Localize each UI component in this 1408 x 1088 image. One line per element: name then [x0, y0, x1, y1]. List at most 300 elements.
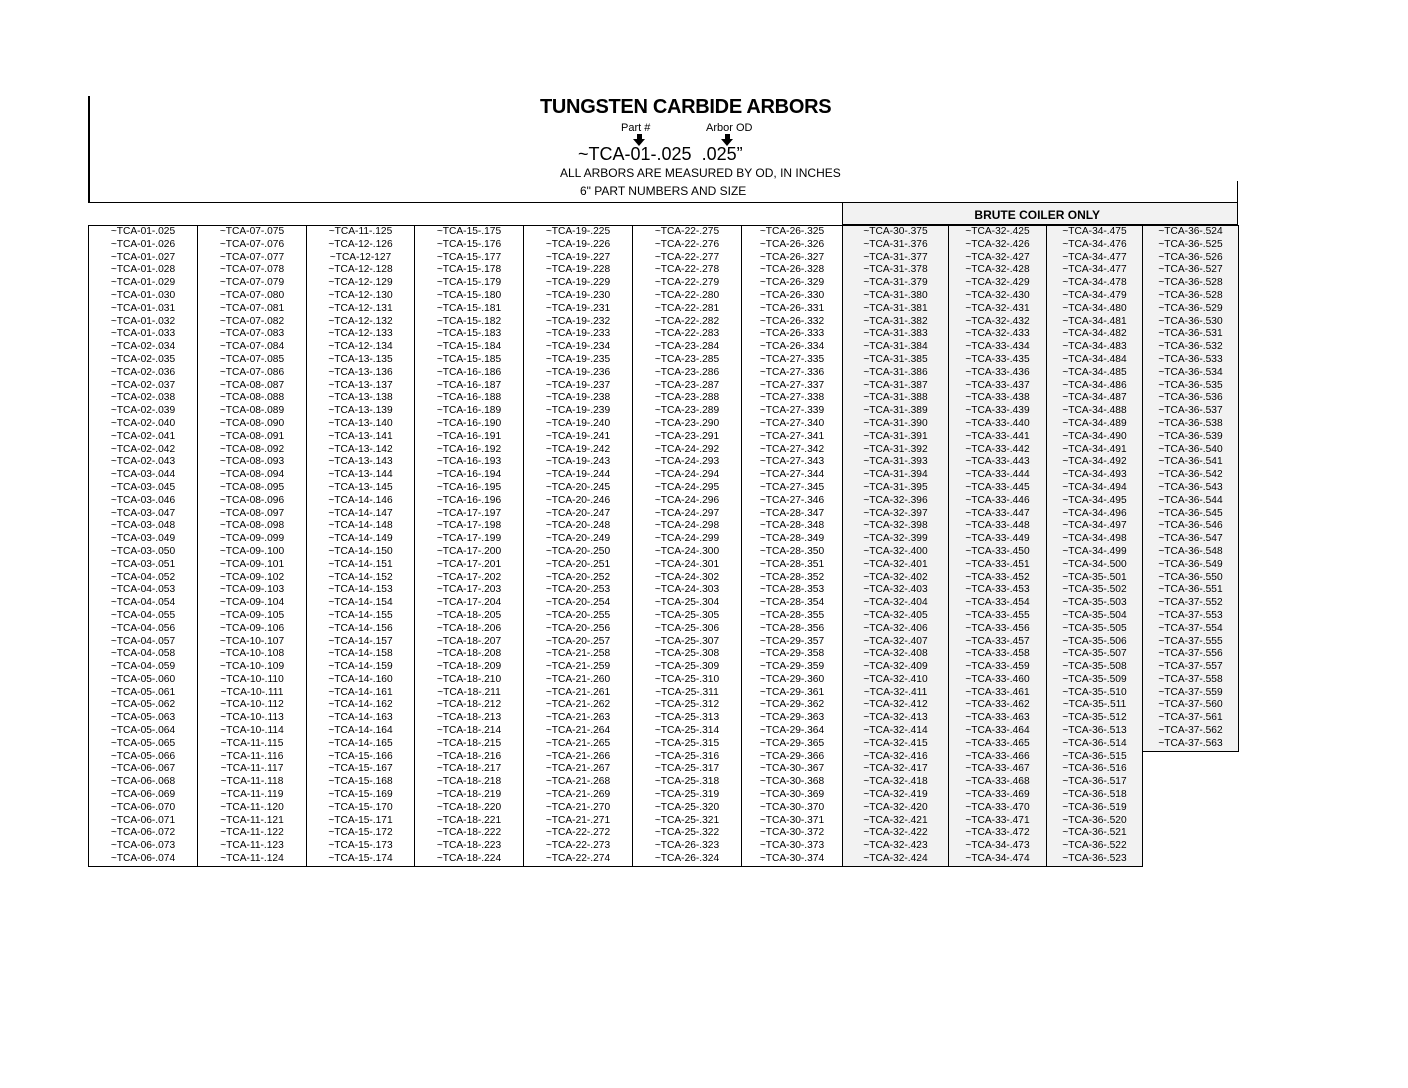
- part-number-cell: ~TCA-03-.046: [110, 494, 176, 506]
- part-number-cell: ~TCA-34-.492: [1062, 456, 1127, 468]
- part-number-cell: ~TCA-33-.468: [965, 776, 1030, 788]
- part-number-cell: ~TCA-14-.149: [328, 533, 393, 545]
- part-number-cell: ~TCA-27-.337: [759, 379, 825, 391]
- part-number-cell: ~TCA-36-.514: [1062, 737, 1127, 749]
- part-number-cell: ~TCA-36-.525: [1158, 238, 1223, 250]
- part-number-cell: ~TCA-07-.080: [219, 289, 285, 301]
- part-number-cell: ~TCA-15-.181: [436, 302, 502, 314]
- brute-part-column: [948, 225, 1047, 867]
- part-number-cell: ~TCA-30-.373: [759, 840, 825, 852]
- part-number-cell: ~TCA-22-.275: [654, 226, 720, 237]
- part-number-cell: ~TCA-13-.138: [328, 392, 393, 404]
- part-number-cell: ~TCA-33-.447: [965, 507, 1030, 519]
- part-number-cell: ~TCA-02-.041: [110, 430, 176, 442]
- part-number-cell: ~TCA-36-.528: [1158, 277, 1223, 289]
- part-column: [88, 225, 198, 867]
- part-number-cell: ~TCA-10-.113: [220, 712, 284, 724]
- part-number-cell: ~TCA-18-.219: [436, 789, 502, 801]
- part-number-cell: ~TCA-29-.363: [759, 712, 825, 724]
- part-number-cell: ~TCA-22-.277: [654, 251, 720, 263]
- arbor-od-caption: Arbor OD: [706, 122, 753, 134]
- part-number-cell: ~TCA-11-.121: [220, 814, 284, 826]
- part-number-cell: ~TCA-22-.274: [545, 853, 611, 865]
- part-number-cell: ~TCA-28-.350: [759, 545, 825, 557]
- part-number-cell: ~TCA-36-.522: [1062, 840, 1127, 852]
- part-number-cell: ~TCA-31-.380: [863, 289, 928, 301]
- part-number-cell: ~TCA-19-.239: [545, 405, 611, 417]
- part-number-cell: ~TCA-33-.457: [965, 635, 1030, 647]
- part-number-cell: ~TCA-32-.424: [863, 853, 928, 865]
- part-number-cell: ~TCA-20-.254: [545, 597, 611, 609]
- part-number-cell: ~TCA-33-.449: [965, 533, 1030, 545]
- part-number-cell: ~TCA-01-.025: [110, 226, 176, 237]
- part-number-cell: ~TCA-07-.082: [219, 315, 285, 327]
- part-number-cell: ~TCA-19-.226: [545, 238, 611, 250]
- part-number-cell: ~TCA-31-.393: [863, 456, 928, 468]
- part-number-cell: ~TCA-34-.485: [1062, 366, 1127, 378]
- part-number-cell: ~TCA-36-.534: [1158, 366, 1223, 378]
- part-number-cell: ~TCA-13-.144: [328, 469, 393, 481]
- part-number-cell: ~TCA-31-.382: [863, 315, 928, 327]
- part-number-cell: ~TCA-20-.248: [545, 520, 611, 532]
- part-number-cell: ~TCA-37-.563: [1158, 737, 1223, 749]
- part-number-cell: ~TCA-21-.265: [545, 737, 611, 749]
- part-number-cell: ~TCA-31-.384: [863, 341, 928, 353]
- part-column: [632, 225, 742, 867]
- part-number-cell: ~TCA-36-.550: [1158, 571, 1223, 583]
- part-number-cell: ~TCA-15-.170: [328, 801, 393, 813]
- part-number-cell: ~TCA-34-.480: [1062, 302, 1127, 314]
- part-number-cell: ~TCA-33-.438: [965, 392, 1030, 404]
- part-number-cell: ~TCA-16-.193: [436, 456, 502, 468]
- part-number-cell: ~TCA-32-.431: [965, 302, 1030, 314]
- part-number-cell: ~TCA-36-.544: [1158, 494, 1223, 506]
- part-number-cell: ~TCA-14-.165: [328, 737, 393, 749]
- part-number-cell: ~TCA-34-.491: [1062, 443, 1127, 455]
- part-number-cell: ~TCA-13-.141: [328, 430, 393, 442]
- part-number-cell: ~TCA-03-.049: [110, 533, 176, 545]
- part-number-cell: ~TCA-04-.053: [110, 584, 176, 596]
- part-number-cell: ~TCA-33-.469: [965, 789, 1030, 801]
- part-number-cell: ~TCA-22-.280: [654, 289, 720, 301]
- part-number-cell: ~TCA-36-.543: [1158, 481, 1223, 493]
- part-number-cell: ~TCA-33-.461: [965, 686, 1030, 698]
- part-number-cell: ~TCA-36-.529: [1158, 302, 1223, 314]
- part-number-cell: ~TCA-33-.440: [965, 417, 1030, 429]
- part-number-cell: ~TCA-32-.410: [863, 673, 928, 685]
- part-number-cell: ~TCA-12-127: [329, 251, 392, 263]
- part-number-cell: ~TCA-25-.318: [654, 776, 720, 788]
- part-number-cell: ~TCA-16-.186: [436, 366, 502, 378]
- part-column: [523, 225, 633, 867]
- part-number-cell: ~TCA-24-.296: [654, 494, 720, 506]
- part-number-cell: ~TCA-19-.230: [545, 289, 611, 301]
- part-number-cell: ~TCA-24-.300: [654, 545, 720, 557]
- part-number-cell: ~TCA-08-.093: [219, 456, 285, 468]
- part-number-cell: ~TCA-17-.201: [436, 558, 502, 570]
- part-number-cell: ~TCA-06-.069: [110, 789, 176, 801]
- part-number-cell: ~TCA-23-.288: [654, 392, 720, 404]
- part-number-cell: ~TCA-08-.092: [219, 443, 285, 455]
- part-number-cell: ~TCA-32-.408: [863, 648, 928, 660]
- part-number-cell: ~TCA-02-.034: [110, 341, 176, 353]
- part-number-cell: ~TCA-36-.516: [1062, 763, 1127, 775]
- part-number-cell: ~TCA-24-.303: [654, 584, 720, 596]
- part-number-cell: ~TCA-30-.367: [759, 763, 825, 775]
- part-number-cell: ~TCA-21-.268: [545, 776, 611, 788]
- part-number-cell: ~TCA-31-.379: [863, 277, 928, 289]
- part-number-cell: ~TCA-07-.078: [219, 264, 285, 276]
- part-number-cell: ~TCA-32-.420: [863, 801, 928, 813]
- part-number-cell: ~TCA-28-.348: [759, 520, 825, 532]
- part-number-cell: ~TCA-08-.095: [219, 481, 285, 493]
- part-number-cell: ~TCA-36-.551: [1158, 584, 1223, 596]
- part-number-cell: ~TCA-32-.411: [863, 686, 928, 698]
- part-number-cell: ~TCA-12-.134: [328, 341, 393, 353]
- part-number-cell: ~TCA-13-.143: [328, 456, 393, 468]
- part-column: [414, 225, 524, 867]
- part-number-cell: ~TCA-34-.499: [1062, 545, 1127, 557]
- part-number-cell: ~TCA-35-.501: [1062, 571, 1127, 583]
- part-number-cell: ~TCA-08-.096: [219, 494, 285, 506]
- part-number-cell: ~TCA-09-.101: [219, 558, 285, 570]
- part-number-cell: ~TCA-02-.043: [110, 456, 176, 468]
- part-number-cell: ~TCA-01-.028: [110, 264, 176, 276]
- part-number-cell: ~TCA-34-.496: [1062, 507, 1127, 519]
- part-number-cell: ~TCA-36-.526: [1158, 251, 1223, 263]
- part-number-cell: ~TCA-27-.340: [759, 417, 825, 429]
- part-number-cell: ~TCA-20-.255: [545, 609, 611, 621]
- part-number-cell: ~TCA-28-.352: [759, 571, 825, 583]
- part-number-cell: ~TCA-33-.471: [965, 814, 1030, 826]
- part-number-cell: ~TCA-07-.085: [219, 353, 285, 365]
- part-number-cell: ~TCA-36-.530: [1158, 315, 1223, 327]
- part-number-cell: ~TCA-33-.454: [965, 597, 1030, 609]
- part-number-cell: ~TCA-25-.319: [654, 789, 720, 801]
- part-number-cell: ~TCA-24-.294: [654, 469, 720, 481]
- part-number-cell: ~TCA-35-.510: [1062, 686, 1127, 698]
- part-number-cell: ~TCA-01-.033: [110, 328, 176, 340]
- part-number-cell: ~TCA-29-.364: [759, 725, 825, 737]
- part-number-cell: ~TCA-31-.386: [863, 366, 928, 378]
- part-number-cell: ~TCA-21-.260: [545, 673, 611, 685]
- part-number-cell: ~TCA-27-.346: [759, 494, 825, 506]
- part-number-cell: ~TCA-26-.326: [759, 238, 825, 250]
- part-number-cell: ~TCA-10-.107: [219, 635, 285, 647]
- part-number-cell: ~TCA-15-.172: [328, 827, 393, 839]
- part-number-cell: ~TCA-24-.292: [654, 443, 720, 455]
- part-number-cell: ~TCA-36-.542: [1158, 469, 1223, 481]
- part-number-cell: ~TCA-31-.394: [863, 469, 928, 481]
- part-number-cell: ~TCA-32-.400: [863, 545, 928, 557]
- part-number-cell: ~TCA-36-.541: [1158, 456, 1223, 468]
- part-number-cell: ~TCA-02-.036: [110, 366, 176, 378]
- part-number-cell: ~TCA-20-.247: [545, 507, 611, 519]
- part-number-cell: ~TCA-27-.343: [759, 456, 825, 468]
- part-number-cell: ~TCA-13-.136: [328, 366, 393, 378]
- part-number-cell: ~TCA-18-.212: [436, 699, 502, 711]
- part-number-caption: Part #: [621, 122, 651, 134]
- part-number-cell: ~TCA-34-.481: [1062, 315, 1127, 327]
- part-number-cell: ~TCA-32-.432: [965, 315, 1030, 327]
- part-number-cell: ~TCA-20-.245: [545, 481, 611, 493]
- part-number-cell: ~TCA-34-.486: [1062, 379, 1127, 391]
- part-number-cell: ~TCA-27-.342: [759, 443, 825, 455]
- part-number-cell: ~TCA-33-.441: [965, 430, 1030, 442]
- part-number-cell: ~TCA-15-.178: [436, 264, 502, 276]
- part-number-cell: ~TCA-36-.536: [1158, 392, 1223, 404]
- part-number-cell: ~TCA-33-.434: [965, 341, 1030, 353]
- part-number-cell: ~TCA-27-.336: [759, 366, 825, 378]
- part-number-cell: ~TCA-32-.405: [863, 609, 928, 621]
- part-number-cell: ~TCA-34-.482: [1062, 328, 1127, 340]
- part-number-cell: ~TCA-31-.376: [863, 238, 928, 250]
- part-number-cell: ~TCA-33-.464: [965, 725, 1030, 737]
- part-number-cell: ~TCA-25-.305: [654, 609, 720, 621]
- part-number-cell: ~TCA-22-.273: [545, 840, 611, 852]
- part-number-cell: ~TCA-07-.076: [219, 238, 285, 250]
- part-number-cell: ~TCA-14-.164: [328, 725, 393, 737]
- part-number-cell: ~TCA-15-.182: [436, 315, 502, 327]
- part-number-cell: ~TCA-19-.236: [545, 366, 611, 378]
- part-number-cell: ~TCA-25-.308: [654, 648, 720, 660]
- part-number-cell: ~TCA-10-.108: [219, 648, 285, 660]
- part-number-cell: ~TCA-34-.500: [1062, 558, 1127, 570]
- part-number-cell: ~TCA-23-.290: [654, 417, 720, 429]
- part-number-cell: ~TCA-05-.066: [110, 750, 176, 762]
- part-number-cell: ~TCA-31-.391: [863, 430, 928, 442]
- part-number-cell: ~TCA-34-.490: [1062, 430, 1127, 442]
- part-number-cell: ~TCA-11-.115: [220, 737, 284, 749]
- part-number-cell: ~TCA-32-.409: [863, 661, 928, 673]
- part-number-cell: ~TCA-36-.527: [1158, 264, 1223, 276]
- right-border-rule: [1237, 181, 1238, 203]
- part-number-cell: ~TCA-05-.065: [110, 737, 176, 749]
- part-number-cell: ~TCA-32-.401: [863, 558, 928, 570]
- part-number-cell: ~TCA-32-.416: [863, 750, 928, 762]
- part-number-cell: ~TCA-11-.118: [220, 776, 284, 788]
- part-number-cell: ~TCA-17-.197: [436, 507, 502, 519]
- part-number-cell: ~TCA-25-.315: [654, 737, 720, 749]
- part-number-cell: ~TCA-34-.479: [1062, 289, 1127, 301]
- part-number-cell: ~TCA-20-.257: [545, 635, 611, 647]
- part-number-cell: ~TCA-30-.375: [863, 226, 928, 237]
- part-number-cell: ~TCA-32-.397: [863, 507, 928, 519]
- part-number-cell: ~TCA-37-.557: [1158, 661, 1223, 673]
- part-number-cell: ~TCA-26-.324: [654, 853, 720, 865]
- part-number-cell: ~TCA-12-.130: [328, 289, 393, 301]
- part-number-cell: ~TCA-26-.330: [759, 289, 825, 301]
- part-number-cell: ~TCA-07-.075: [219, 226, 285, 237]
- part-number-cell: ~TCA-24-.293: [654, 456, 720, 468]
- part-number-cell: ~TCA-35-.505: [1062, 622, 1127, 634]
- part-number-cell: ~TCA-12-.131: [328, 302, 393, 314]
- part-number-cell: ~TCA-03-.044: [110, 469, 176, 481]
- part-number-cell: ~TCA-14-.160: [328, 673, 393, 685]
- part-number-cell: ~TCA-19-.234: [545, 341, 611, 353]
- part-number-cell: ~TCA-01-.029: [110, 277, 176, 289]
- part-number-cell: ~TCA-32-.398: [863, 520, 928, 532]
- part-number-cell: ~TCA-18-.208: [436, 648, 502, 660]
- part-number-cell: ~TCA-03-.045: [110, 481, 176, 493]
- part-number-cell: ~TCA-19-.233: [545, 328, 611, 340]
- part-number-cell: ~TCA-11-.116: [220, 750, 284, 762]
- part-number-cell: ~TCA-10-.111: [220, 686, 284, 698]
- part-number-cell: ~TCA-08-.094: [219, 469, 285, 481]
- part-number-cell: ~TCA-31-.383: [863, 328, 928, 340]
- part-number-cell: ~TCA-16-.192: [436, 443, 502, 455]
- part-number-cell: ~TCA-16-.196: [436, 494, 502, 506]
- part-number-cell: ~TCA-34-.478: [1062, 277, 1127, 289]
- part-number-cell: ~TCA-26-.333: [759, 328, 825, 340]
- part-number-cell: ~TCA-33-.462: [965, 699, 1030, 711]
- part-number-cell: ~TCA-02-.042: [110, 443, 176, 455]
- part-number-cell: ~TCA-19-.243: [545, 456, 611, 468]
- part-number-cell: ~TCA-14-.157: [328, 635, 393, 647]
- part-number-cell: ~TCA-19-.242: [545, 443, 611, 455]
- part-number-cell: ~TCA-35-.502: [1062, 584, 1127, 596]
- part-number-cell: ~TCA-13-.142: [328, 443, 393, 455]
- part-number-cell: ~TCA-13-.139: [328, 405, 393, 417]
- part-number-cell: ~TCA-02-.039: [110, 405, 176, 417]
- part-number-cell: ~TCA-11-.124: [220, 853, 284, 865]
- part-number-cell: ~TCA-35-.504: [1062, 609, 1127, 621]
- part-number-cell: ~TCA-15-.185: [436, 353, 502, 365]
- part-number-cell: ~TCA-19-.235: [545, 353, 611, 365]
- part-number-cell: ~TCA-33-.446: [965, 494, 1030, 506]
- part-number-cell: ~TCA-33-.459: [965, 661, 1030, 673]
- part-number-cell: ~TCA-23-.291: [654, 430, 720, 442]
- part-number-cell: ~TCA-25-.321: [654, 814, 720, 826]
- part-number-cell: ~TCA-31-.378: [863, 264, 928, 276]
- brute-coiler-label: BRUTE COILER ONLY: [974, 208, 1100, 222]
- part-number-cell: ~TCA-04-.059: [110, 661, 176, 673]
- part-number-cell: ~TCA-26-.332: [759, 315, 825, 327]
- part-number-cell: ~TCA-19-.244: [545, 469, 611, 481]
- part-number-cell: ~TCA-18-.213: [436, 712, 502, 724]
- part-number-cell: ~TCA-33-.472: [965, 827, 1030, 839]
- part-number-cell: ~TCA-35-.507: [1062, 648, 1127, 660]
- part-number-cell: ~TCA-34-.477: [1062, 264, 1127, 276]
- part-number-cell: ~TCA-23-.287: [654, 379, 720, 391]
- part-number-cell: ~TCA-32-.422: [863, 827, 928, 839]
- part-number-cell: ~TCA-06-.073: [110, 840, 176, 852]
- part-number-cell: ~TCA-05-.061: [110, 686, 176, 698]
- part-number-cell: ~TCA-27-.339: [759, 405, 825, 417]
- part-number-cell: ~TCA-32-.433: [965, 328, 1030, 340]
- part-number-cell: ~TCA-10-.112: [220, 699, 284, 711]
- part-number-cell: ~TCA-19-.237: [545, 379, 611, 391]
- part-number-cell: ~TCA-34-.495: [1062, 494, 1127, 506]
- part-number-cell: ~TCA-01-.031: [110, 302, 176, 314]
- part-number-cell: ~TCA-34-.476: [1062, 238, 1127, 250]
- part-number-cell: ~TCA-34-.488: [1062, 405, 1127, 417]
- part-number-cell: ~TCA-34-.474: [965, 853, 1030, 865]
- part-number-cell: ~TCA-21-.266: [545, 750, 611, 762]
- part-number-cell: ~TCA-06-.071: [110, 814, 176, 826]
- part-number-cell: ~TCA-18-.222: [436, 827, 502, 839]
- part-number-cell: ~TCA-18-.223: [436, 840, 502, 852]
- part-number-cell: ~TCA-22-.276: [654, 238, 720, 250]
- part-number-cell: ~TCA-29-.361: [759, 686, 825, 698]
- part-number-cell: ~TCA-07-.086: [219, 366, 285, 378]
- part-number-cell: ~TCA-32-.403: [863, 584, 928, 596]
- part-number-cell: ~TCA-14-.148: [328, 520, 393, 532]
- part-number-cell: ~TCA-16-.188: [436, 392, 502, 404]
- part-number-cell: ~TCA-36-.549: [1158, 558, 1223, 570]
- part-number-cell: ~TCA-36-.546: [1158, 520, 1223, 532]
- part-number-cell: ~TCA-24-.297: [654, 507, 720, 519]
- part-number-cell: ~TCA-06-.070: [110, 801, 176, 813]
- part-number-cell: ~TCA-22-.282: [654, 315, 720, 327]
- part-number-cell: ~TCA-06-.074: [110, 853, 176, 865]
- part-number-cell: ~TCA-32-.402: [863, 571, 928, 583]
- part-number-cell: ~TCA-32-.429: [965, 277, 1030, 289]
- part-number-cell: ~TCA-34-.473: [965, 840, 1030, 852]
- part-number-cell: ~TCA-26-.329: [759, 277, 825, 289]
- part-number-cell: ~TCA-27-.338: [759, 392, 825, 404]
- part-number-cell: ~TCA-32-.423: [863, 840, 928, 852]
- part-number-cell: ~TCA-37-.552: [1158, 597, 1223, 609]
- part-number-cell: ~TCA-31-.385: [863, 353, 928, 365]
- part-number-cell: ~TCA-11-.122: [220, 827, 284, 839]
- part-number-cell: ~TCA-13-.137: [328, 379, 393, 391]
- part-number-cell: ~TCA-36-.548: [1158, 545, 1223, 557]
- part-number-cell: ~TCA-17-.199: [436, 533, 502, 545]
- part-number-cell: ~TCA-16-.195: [436, 481, 502, 493]
- part-number-cell: ~TCA-06-.068: [110, 776, 176, 788]
- part-number-cell: ~TCA-15-.176: [436, 238, 502, 250]
- part-number-cell: ~TCA-37-.556: [1158, 648, 1223, 660]
- part-number-cell: ~TCA-14-.161: [328, 686, 393, 698]
- part-number-cell: ~TCA-18-.220: [436, 801, 502, 813]
- part-number-cell: ~TCA-36-.517: [1062, 776, 1127, 788]
- part-number-cell: ~TCA-22-.283: [654, 328, 720, 340]
- part-number-cell: ~TCA-07-.079: [219, 277, 285, 289]
- part-number-cell: ~TCA-23-.289: [654, 405, 720, 417]
- part-number-cell: ~TCA-31-.388: [863, 392, 928, 404]
- part-number-cell: ~TCA-29-.358: [759, 648, 825, 660]
- part-number-cell: ~TCA-09-.105: [219, 609, 285, 621]
- part-number-cell: ~TCA-09-.100: [219, 545, 285, 557]
- part-number-cell: ~TCA-17-.203: [436, 584, 502, 596]
- part-number-cell: ~TCA-20-.253: [545, 584, 611, 596]
- part-number-cell: ~TCA-31-.390: [863, 417, 928, 429]
- part-number-cell: ~TCA-34-.497: [1062, 520, 1127, 532]
- part-number-cell: ~TCA-29-.365: [759, 737, 825, 749]
- part-number-cell: ~TCA-33-.435: [965, 353, 1030, 365]
- part-number-cell: ~TCA-15-.184: [436, 341, 502, 353]
- part-number-cell: ~TCA-19-.231: [545, 302, 611, 314]
- part-number-cell: ~TCA-33-.453: [965, 584, 1030, 596]
- part-number-cell: ~TCA-36-.523: [1062, 853, 1127, 865]
- part-number-cell: ~TCA-32-.406: [863, 622, 928, 634]
- part-number-cell: ~TCA-18-.215: [436, 737, 502, 749]
- part-number-cell: ~TCA-15-.183: [436, 328, 502, 340]
- part-number-cell: ~TCA-19-.238: [545, 392, 611, 404]
- part-number-cell: ~TCA-31-.377: [863, 251, 928, 263]
- part-number-cell: ~TCA-18-.206: [436, 622, 502, 634]
- part-number-cell: ~TCA-30-.368: [759, 776, 825, 788]
- part-number-cell: ~TCA-16-.190: [436, 417, 502, 429]
- part-number-cell: ~TCA-31-.389: [863, 405, 928, 417]
- part-number-cell: ~TCA-11-.120: [220, 801, 284, 813]
- part-number-cell: ~TCA-35-.508: [1062, 661, 1127, 673]
- part-number-cell: ~TCA-37-.560: [1158, 699, 1223, 711]
- part-number-cell: ~TCA-17-.204: [436, 597, 502, 609]
- part-number-cell: ~TCA-11-.123: [220, 840, 284, 852]
- part-number-cell: ~TCA-20-.256: [545, 622, 611, 634]
